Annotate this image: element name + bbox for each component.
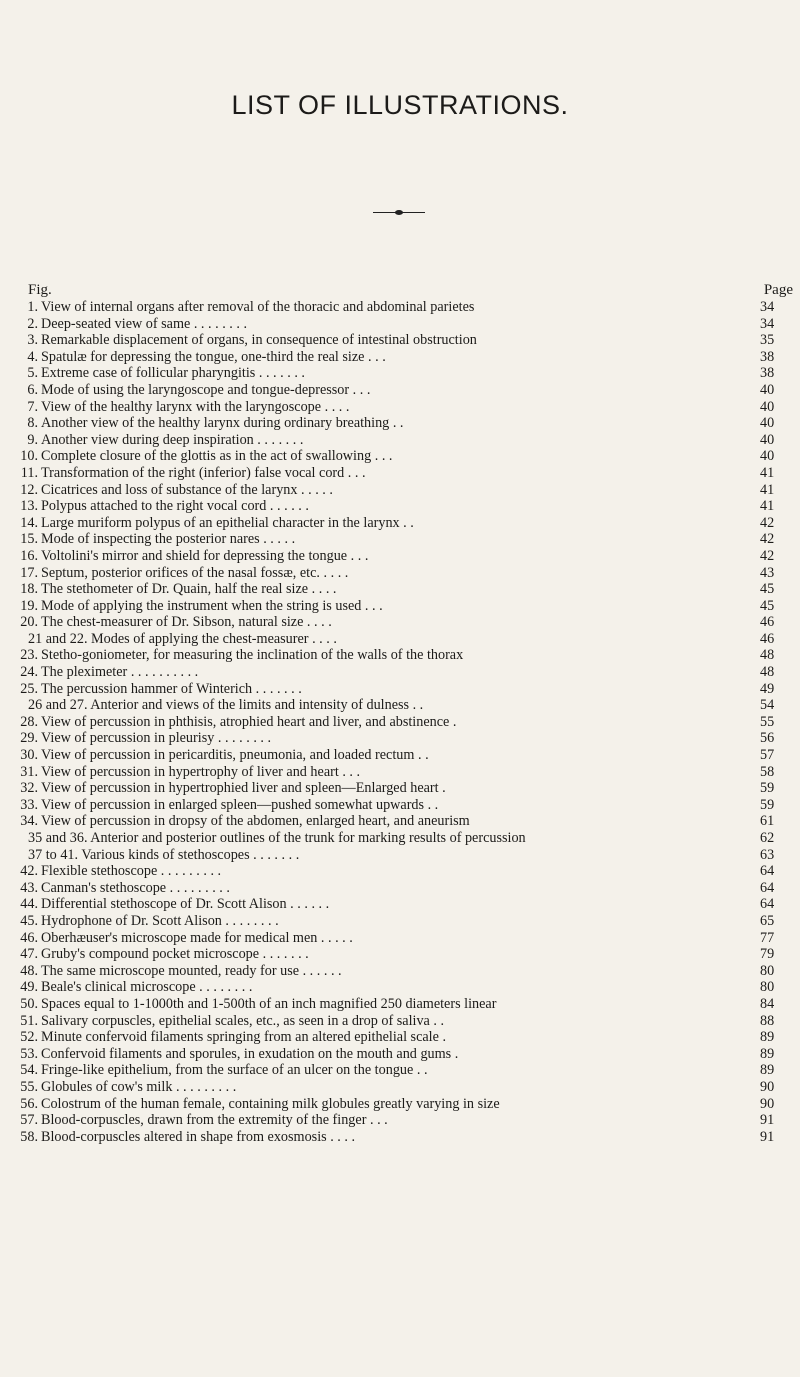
figure-caption: Spatulæ for depressing the tongue, one-third the real size . . . xyxy=(41,348,386,365)
figure-caption: Extreme case of follicular pharyngitis . . . . . . . xyxy=(41,365,305,382)
page-number: 89 xyxy=(760,1045,775,1062)
figure-number: 23. xyxy=(20,647,38,664)
page-number: 84 xyxy=(760,995,775,1012)
list-item xyxy=(0,1046,800,1063)
page-number: 45 xyxy=(760,597,775,614)
figure-number: 47. xyxy=(20,946,38,963)
figure-caption: View of percussion in pleurisy . . . . . . . . xyxy=(41,730,272,747)
figure-caption: 35 and 36. Anterior and posterior outlines of the trunk for marking results of percussion xyxy=(28,830,526,846)
figure-number: 9. xyxy=(27,431,38,448)
figure-caption: Mode of using the laryngoscope and tongue-depressor . . . xyxy=(41,381,371,398)
page-column-label: Page xyxy=(763,282,793,298)
page-number: 41 xyxy=(760,464,775,481)
figure-number: 29. xyxy=(20,730,38,747)
figure-number: 30. xyxy=(20,747,38,764)
figure-number: 1. xyxy=(27,299,38,315)
figure-number: 49. xyxy=(20,979,38,996)
list-item xyxy=(0,465,800,482)
list-item xyxy=(0,764,800,781)
figure-number: 48. xyxy=(20,962,38,979)
figure-caption: Beale's clinical microscope . . . . . . . . xyxy=(41,979,253,996)
page-number: 61 xyxy=(760,813,775,830)
list-item xyxy=(0,863,800,880)
figure-caption: Voltolini's mirror and shield for depressing the tongue . . . xyxy=(41,547,369,564)
figure-number: 20. xyxy=(20,614,38,631)
page-number: 63 xyxy=(760,846,775,863)
page-number: 48 xyxy=(760,647,775,664)
page-number: 80 xyxy=(760,962,775,979)
figure-number: 3. xyxy=(27,332,38,349)
list-item xyxy=(0,316,800,333)
list-item xyxy=(0,581,800,598)
page-number: 90 xyxy=(760,1095,775,1112)
page-number: 55 xyxy=(760,713,775,730)
figure-number: 31. xyxy=(20,763,38,780)
list-item xyxy=(0,482,800,499)
page-number: 79 xyxy=(760,946,775,963)
figure-number: 58. xyxy=(20,1128,38,1145)
list-item xyxy=(0,996,800,1013)
list-item xyxy=(0,299,800,316)
list-item xyxy=(0,647,800,664)
figure-number: 24. xyxy=(20,664,38,681)
page-number: 42 xyxy=(760,547,775,564)
figure-caption: Minute confervoid filaments springing from an altered epithelial scale . xyxy=(41,1029,447,1046)
figure-caption: Septum, posterior orifices of the nasal fossæ, etc. . . . . xyxy=(41,564,349,581)
figure-caption: View of percussion in hypertrophy of liver and heart . . . xyxy=(41,763,361,780)
fig-column-label: Fig. xyxy=(28,282,52,298)
figure-number: 45. xyxy=(20,912,38,929)
figure-caption: Canman's stethoscope . . . . . . . . . xyxy=(41,879,230,896)
figure-caption: Another view of the healthy larynx during ordinary breathing . . xyxy=(41,415,404,432)
figure-number: 11. xyxy=(20,464,38,481)
figure-number: 55. xyxy=(20,1078,38,1095)
figure-number: 15. xyxy=(20,531,38,548)
list-item xyxy=(0,415,800,432)
page-number: 46 xyxy=(760,630,775,647)
figure-caption: Colostrum of the human female, containing milk globules greatly varying in size xyxy=(41,1095,500,1112)
page-number: 58 xyxy=(760,763,775,780)
figure-caption: Spaces equal to 1-1000th and 1-500th of an inch magnified 250 diameters linear xyxy=(41,995,497,1012)
figure-number: 28. xyxy=(20,713,38,730)
page-number: 90 xyxy=(760,1078,775,1095)
figure-caption: View of percussion in phthisis, atrophied heart and liver, and abstinence . xyxy=(41,713,457,730)
list-item xyxy=(0,565,800,582)
figure-number: 51. xyxy=(20,1012,38,1029)
page-number: 46 xyxy=(760,614,775,631)
figure-caption: View of internal organs after removal of the thoracic and abdominal parietes xyxy=(41,299,475,315)
page-number: 89 xyxy=(760,1062,775,1079)
page-number: 48 xyxy=(760,664,775,681)
ornamental-rule xyxy=(373,212,425,213)
page-title: LIST OF ILLUSTRATIONS. xyxy=(231,90,569,120)
page-number: 40 xyxy=(760,398,775,415)
figure-number: 44. xyxy=(20,896,38,913)
figure-caption: The stethometer of Dr. Quain, half the real size . . . . xyxy=(41,581,337,598)
list-item xyxy=(0,1062,800,1079)
list-item xyxy=(0,714,800,731)
figure-number: 10. xyxy=(20,448,38,465)
figure-caption: 26 and 27. Anterior and views of the limits and intensity of dulness . . xyxy=(28,697,424,714)
list-item xyxy=(0,614,800,631)
figure-number: 4. xyxy=(27,348,38,365)
page-number: 91 xyxy=(760,1128,775,1145)
figure-caption: Remarkable displacement of organs, in consequence of intestinal obstruction xyxy=(41,332,477,349)
figure-number: 17. xyxy=(20,564,38,581)
figure-caption: Transformation of the right (inferior) false vocal cord . . . xyxy=(41,464,366,481)
page-number: 59 xyxy=(760,796,775,813)
list-item xyxy=(0,432,800,449)
figure-caption: Blood-corpuscles, drawn from the extremity of the finger . . . xyxy=(41,1112,388,1129)
figure-caption: The pleximeter . . . . . . . . . . xyxy=(41,664,199,681)
figure-number: 50. xyxy=(20,995,38,1012)
page-number: 42 xyxy=(760,531,775,548)
list-item xyxy=(0,747,800,764)
list-item xyxy=(0,631,800,648)
figure-number: 14. xyxy=(20,514,38,531)
list-item xyxy=(0,531,800,548)
figure-number: 46. xyxy=(20,929,38,946)
figure-caption: View of percussion in dropsy of the abdomen, enlarged heart, and aneurism xyxy=(41,813,470,830)
figure-caption: Mode of inspecting the posterior nares . . . . . xyxy=(41,531,296,548)
page-number: 38 xyxy=(760,348,775,365)
figure-number: 18. xyxy=(20,581,38,598)
page-number: 64 xyxy=(760,863,775,880)
figure-number: 53. xyxy=(20,1045,38,1062)
page-number: 64 xyxy=(760,879,775,896)
list-item xyxy=(0,780,800,797)
list-item xyxy=(0,598,800,615)
page-number: 41 xyxy=(760,481,775,498)
figure-caption: Complete closure of the glottis as in the act of swallowing . . . xyxy=(41,448,393,465)
page-number: 45 xyxy=(760,581,775,598)
list-item xyxy=(0,896,800,913)
figure-number: 42. xyxy=(20,863,38,880)
figure-caption: 37 to 41. Various kinds of stethoscopes . . . . . . . xyxy=(28,846,300,863)
list-item xyxy=(0,1096,800,1113)
list-item xyxy=(0,1079,800,1096)
list-item xyxy=(0,979,800,996)
list-item xyxy=(0,548,800,565)
figure-number: 52. xyxy=(20,1029,38,1046)
figure-caption: Cicatrices and loss of substance of the larynx . . . . . xyxy=(41,481,333,498)
figure-caption: Flexible stethoscope . . . . . . . . . xyxy=(41,863,222,880)
page-number: 43 xyxy=(760,564,775,581)
page-number: 40 xyxy=(760,431,775,448)
figure-caption: Stetho-goniometer, for measuring the inclination of the walls of the thorax xyxy=(41,647,464,664)
figure-caption: The same microscope mounted, ready for use . . . . . . xyxy=(41,962,342,979)
figure-number: 57. xyxy=(20,1112,38,1129)
figure-caption: View of percussion in enlarged spleen—pushed somewhat upwards . . xyxy=(41,796,439,813)
figure-caption: 21 and 22. Modes of applying the chest-measurer . . . . xyxy=(28,630,337,647)
page-number: 64 xyxy=(760,896,775,913)
figure-caption: Another view during deep inspiration . . . . . . . xyxy=(41,431,304,448)
figure-caption: Confervoid filaments and sporules, in exudation on the mouth and gums . xyxy=(41,1045,459,1062)
page-number: 34 xyxy=(760,299,775,315)
figure-number: 13. xyxy=(20,498,38,515)
figure-number: 16. xyxy=(20,547,38,564)
list-item xyxy=(0,847,800,864)
figure-number: 56. xyxy=(20,1095,38,1112)
list-item xyxy=(0,382,800,399)
figure-caption: The percussion hammer of Winterich . . . . . . . xyxy=(41,680,302,697)
list-item xyxy=(0,930,800,947)
figure-caption: Differential stethoscope of Dr. Scott Alison . . . . . . xyxy=(41,896,330,913)
figure-caption: View of percussion in hypertrophied liver and spleen—Enlarged heart . xyxy=(41,780,446,797)
list-item xyxy=(0,1112,800,1129)
page-number: 49 xyxy=(760,680,775,697)
page-number: 77 xyxy=(760,929,775,946)
list-item xyxy=(0,813,800,830)
list-item xyxy=(0,1013,800,1030)
page-number: 35 xyxy=(760,332,775,349)
figure-caption: The chest-measurer of Dr. Sibson, natural size . . . . xyxy=(41,614,332,631)
figure-caption: Large muriform polypus of an epithelial character in the larynx . . xyxy=(41,514,414,531)
figure-number: 7. xyxy=(27,398,38,415)
illustrations-list xyxy=(0,299,800,1145)
figure-caption: Blood-corpuscles altered in shape from exosmosis . . . . xyxy=(41,1128,356,1145)
list-item xyxy=(0,399,800,416)
list-item xyxy=(0,498,800,515)
figure-number: 6. xyxy=(27,381,38,398)
figure-caption: Deep-seated view of same . . . . . . . . xyxy=(41,315,248,332)
figure-caption: Hydrophone of Dr. Scott Alison . . . . . . . . xyxy=(41,912,279,929)
figure-caption: Oberhæuser's microscope made for medical men . . . . . xyxy=(41,929,353,946)
figure-number: 43. xyxy=(20,879,38,896)
list-item xyxy=(0,1129,800,1146)
figure-caption: Polypus attached to the right vocal cord . . . . . . xyxy=(41,498,309,515)
page-number: 62 xyxy=(760,830,775,846)
figure-caption: Gruby's compound pocket microscope . . . . . . . xyxy=(41,946,309,963)
page-number: 42 xyxy=(760,514,775,531)
figure-caption: Fringe-like epithelium, from the surface of an ulcer on the tongue . . xyxy=(41,1062,428,1079)
page-number: 38 xyxy=(760,365,775,382)
page-number: 40 xyxy=(760,381,775,398)
figure-number: 32. xyxy=(20,780,38,797)
figure-number: 25. xyxy=(20,680,38,697)
list-item xyxy=(0,913,800,930)
list-item xyxy=(0,830,800,847)
list-item xyxy=(0,697,800,714)
list-item xyxy=(0,515,800,532)
figure-number: 19. xyxy=(20,597,38,614)
list-item xyxy=(0,797,800,814)
figure-caption: Salivary corpuscles, epithelial scales, etc., as seen in a drop of saliva . . xyxy=(41,1012,445,1029)
list-item xyxy=(0,349,800,366)
figure-caption: View of the healthy larynx with the laryngoscope . . . . xyxy=(41,398,350,415)
figure-caption: View of percussion in pericarditis, pneumonia, and loaded rectum . . xyxy=(41,747,429,764)
figure-caption: Globules of cow's milk . . . . . . . . . xyxy=(41,1078,237,1095)
figure-number: 12. xyxy=(20,481,38,498)
page-number: 88 xyxy=(760,1012,775,1029)
list-item xyxy=(0,1029,800,1046)
figure-number: 8. xyxy=(27,415,38,432)
list-item xyxy=(0,963,800,980)
figure-number: 34. xyxy=(20,813,38,830)
list-item xyxy=(0,946,800,963)
page-number: 56 xyxy=(760,730,775,747)
page-number: 80 xyxy=(760,979,775,996)
figure-number: 5. xyxy=(27,365,38,382)
list-item xyxy=(0,448,800,465)
page-number: 40 xyxy=(760,415,775,432)
page-number: 59 xyxy=(760,780,775,797)
page-number: 34 xyxy=(760,315,775,332)
page-number: 89 xyxy=(760,1029,775,1046)
page-number: 91 xyxy=(760,1112,775,1129)
list-item xyxy=(0,332,800,349)
page-number: 54 xyxy=(760,697,775,714)
page-number: 65 xyxy=(760,912,775,929)
list-item xyxy=(0,880,800,897)
list-item xyxy=(0,681,800,698)
figure-number: 33. xyxy=(20,796,38,813)
figure-caption: Mode of applying the instrument when the string is used . . . xyxy=(41,597,383,614)
list-item xyxy=(0,664,800,681)
figure-number: 2. xyxy=(27,315,38,332)
page-number: 41 xyxy=(760,498,775,515)
figure-number: 54. xyxy=(20,1062,38,1079)
page-number: 40 xyxy=(760,448,775,465)
list-item xyxy=(0,365,800,382)
page-number: 57 xyxy=(760,747,775,764)
list-item xyxy=(0,730,800,747)
